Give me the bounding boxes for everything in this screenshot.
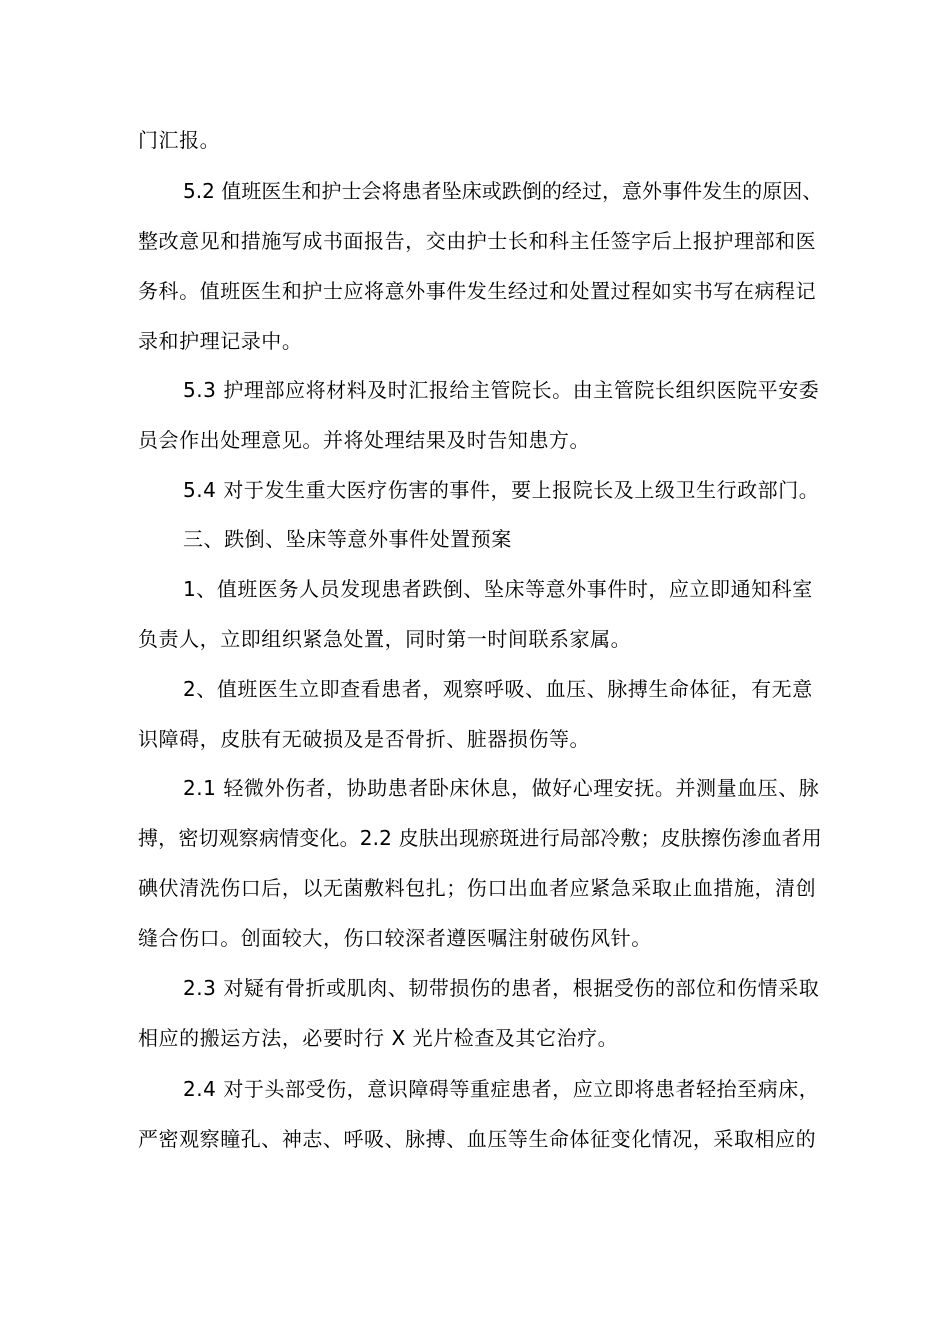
text-line: 2.3 对疑有骨折或肌肉、韧带损伤的患者，根据受伤的部位和伤情采取 [183,976,820,1000]
text-line: 5.4 对于发生重大医疗伤害的事件，要上报院长及上级卫生行政部门。 [183,478,820,502]
text-line: 录和护理记录中。 [138,329,303,353]
text-line: 碘伏清洗伤口后，以无菌敷料包扎；伤口出血者应紧急采取止血措施，清创 [138,876,817,900]
section-title: 三、跌倒、坠床等意外事件处置预案 [183,527,512,551]
text-line: 识障碍，皮肤有无破损及是否骨折、脏器损伤等。 [138,727,591,751]
text-line: 务科。值班医生和护士应将意外事件发生经过和处置过程如实书写在病程记 [138,279,817,303]
text-line: 严密观察瞳孔、神志、呼吸、脉搏、血压等生命体征变化情况，采取相应的 [138,1127,817,1151]
text-line: 门汇报。 [138,128,221,152]
text-line: 员会作出处理意见。并将处理结果及时告知患方。 [138,428,591,452]
text-line: 5.2 值班医生和护士会将患者坠床或跌倒的经过，意外事件发生的原因、 [183,179,823,203]
text-line: 相应的搬运方法，必要时行 X 光片检查及其它治疗。 [138,1026,619,1050]
text-line: 缝合伤口。创面较大，伤口较深者遵医嘱注射破伤风针。 [138,926,652,950]
text-line: 负责人，立即组织紧急处置，同时第一时间联系家属。 [138,627,632,651]
text-line: 2.1 轻微外伤者，协助患者卧床休息，做好心理安抚。并测量血压、脉 [183,776,820,800]
text-line: 1、值班医务人员发现患者跌倒、坠床等意外事件时，应立即通知科室 [183,577,813,601]
text-line: 整改意见和措施写成书面报告，交由护士长和科主任签字后上报护理部和医 [138,229,817,253]
text-line: 搏，密切观察病情变化。2.2 皮肤出现瘀斑进行局部冷敷；皮肤擦伤渗血者用 [138,826,822,850]
text-line: 5.3 护理部应将材料及时汇报给主管院长。由主管院长组织医院平安委 [183,378,820,402]
text-line: 2.4 对于头部受伤，意识障碍等重症患者，应立即将患者轻抬至病床， [183,1077,820,1101]
text-line: 2、值班医生立即查看患者，观察呼吸、血压、脉搏生命体征，有无意 [183,677,813,701]
